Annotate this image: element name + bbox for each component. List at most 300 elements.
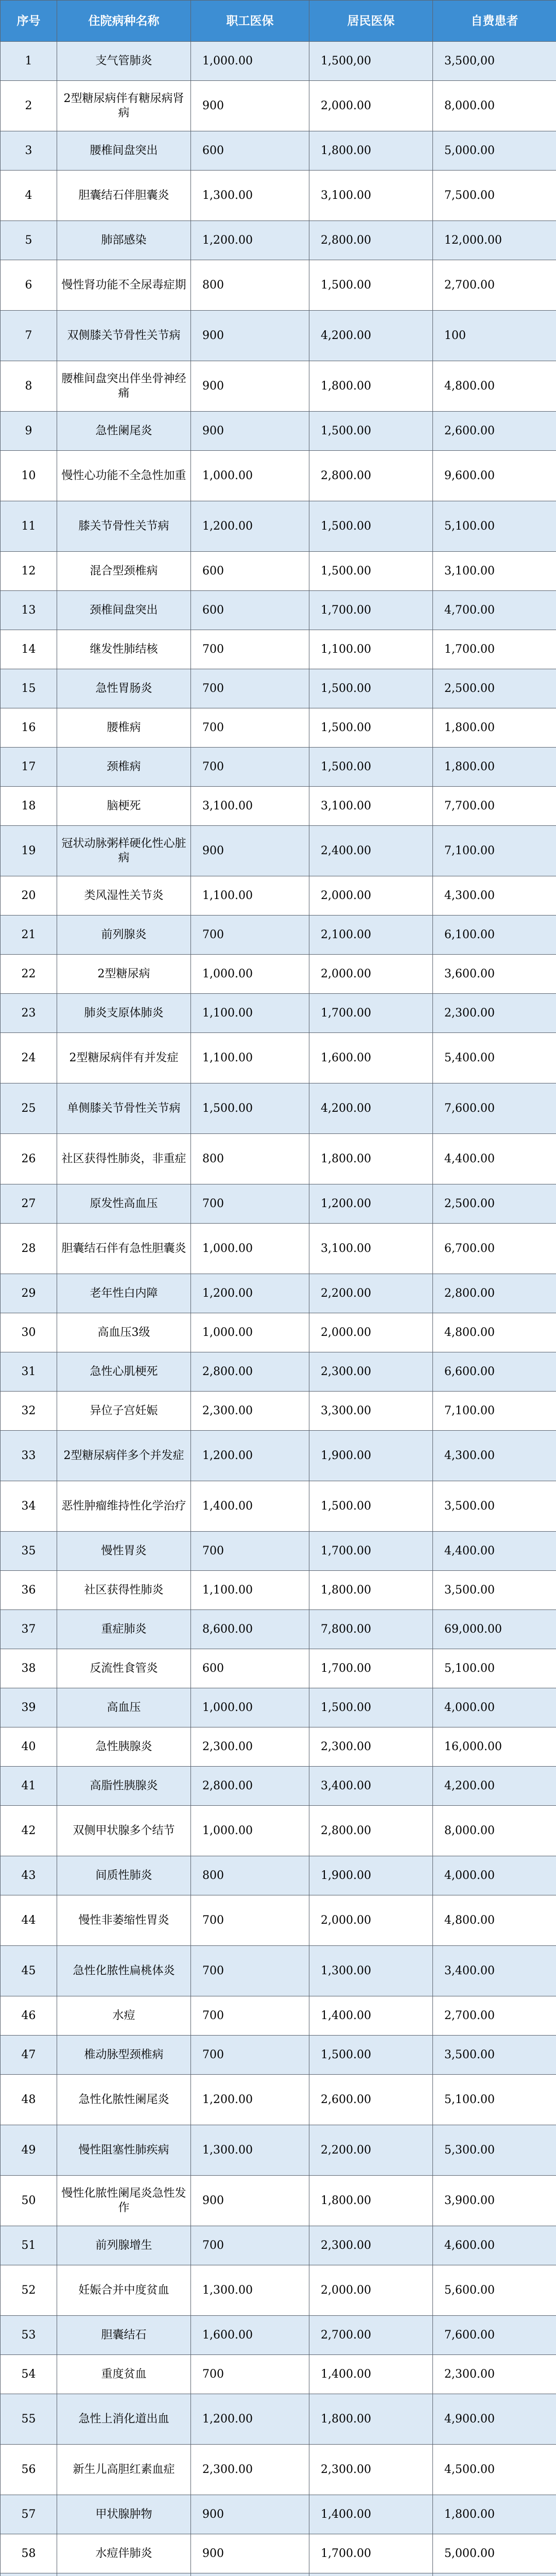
resident-insurance-fee: 1,500.00 [309, 552, 433, 591]
disease-name: 前列腺增生 [57, 2226, 191, 2265]
self-pay-fee: 4,300.00 [433, 1431, 556, 1481]
row-number: 38 [1, 1649, 57, 1688]
self-pay-fee: 8,000.00 [433, 1806, 556, 1856]
self-pay-fee: 3,900.00 [433, 2176, 556, 2226]
resident-insurance-fee: 1,900.00 [309, 1431, 433, 1481]
row-number: 40 [1, 1727, 57, 1767]
table-row [1, 1806, 556, 1856]
table-row [1, 1946, 556, 1996]
row-number: 1 [1, 42, 57, 81]
header-disease-name: 住院病种名称 [57, 1, 191, 42]
resident-insurance-fee: 3,100.00 [309, 1224, 433, 1274]
self-pay-fee: 2,700.00 [433, 260, 556, 311]
employee-insurance-fee: 700 [191, 1996, 309, 2036]
table-row [1, 552, 556, 591]
table-row [1, 994, 556, 1033]
table-row [1, 2573, 556, 2576]
employee-insurance-fee: 900 [191, 2534, 309, 2573]
employee-insurance-fee: 1,200.00 [191, 2075, 309, 2125]
disease-name: 2型糖尿病 [57, 955, 191, 994]
self-pay-fee: 2,700.00 [433, 1996, 556, 2036]
resident-insurance-fee: 1,100.00 [309, 630, 433, 669]
disease-name: 双侧膝关节骨性关节病 [57, 311, 191, 361]
row-number: 18 [1, 787, 57, 826]
table-row [1, 669, 556, 708]
table-row [1, 1688, 556, 1727]
self-pay-fee: 4,800.00 [433, 1895, 556, 1946]
table-row [1, 361, 556, 412]
employee-insurance-fee: 700 [191, 916, 309, 955]
table-row [1, 221, 556, 260]
self-pay-fee: 5,100.00 [433, 2075, 556, 2125]
resident-insurance-fee: 1,500,00 [309, 42, 433, 81]
disease-name: 椎动脉型颈椎病 [57, 2036, 191, 2075]
resident-insurance-fee: 1,600.00 [309, 1033, 433, 1083]
disease-name: 急性化脓性阑尾炎 [57, 2075, 191, 2125]
employee-insurance-fee: 1,200.00 [191, 2394, 309, 2445]
disease-name: 继发性肺结核 [57, 630, 191, 669]
self-pay-fee: 1,800.00 [433, 748, 556, 787]
disease-name: 重度贫血 [57, 2355, 191, 2394]
table-row [1, 1895, 556, 1946]
resident-insurance-fee: 1,400.00 [309, 2495, 433, 2534]
employee-insurance-fee: 1,000.00 [191, 1806, 309, 1856]
disease-name: 2型糖尿病伴有糖尿病肾病 [57, 81, 191, 131]
self-pay-fee: 4,000.00 [433, 1856, 556, 1895]
employee-insurance-fee: 900 [191, 2495, 309, 2534]
resident-insurance-fee: 2,200.00 [309, 2125, 433, 2176]
row-number: 2 [1, 81, 57, 131]
table-row [1, 311, 556, 361]
row-number: 8 [1, 361, 57, 412]
resident-insurance-fee: 4,200.00 [309, 311, 433, 361]
employee-insurance-fee: 700 [191, 1946, 309, 1996]
self-pay-fee: 7,500.00 [433, 171, 556, 221]
row-number: 23 [1, 994, 57, 1033]
employee-insurance-fee: 700 [191, 708, 309, 748]
disease-name: 急性化脓性扁桃体炎 [57, 1946, 191, 1996]
row-number: 57 [1, 2495, 57, 2534]
row-number: 35 [1, 1532, 57, 1571]
resident-insurance-fee: 2,000.00 [309, 81, 433, 131]
row-number: 49 [1, 2125, 57, 2176]
self-pay-fee: 4,700.00 [433, 591, 556, 630]
table-row [1, 1083, 556, 1134]
self-pay-fee: 6,600.00 [433, 1352, 556, 1392]
self-pay-fee: 2,600.00 [433, 412, 556, 451]
self-pay-fee [433, 2573, 556, 2576]
resident-insurance-fee: 2,800.00 [309, 451, 433, 501]
disease-name: 恶性肿瘤维持性化学治疗 [57, 1481, 191, 1532]
self-pay-fee: 4,400.00 [433, 1134, 556, 1184]
row-number: 39 [1, 1688, 57, 1727]
self-pay-fee: 7,100.00 [433, 1392, 556, 1431]
header-no: 序号 [1, 1, 57, 42]
resident-insurance-fee: 2,000.00 [309, 2265, 433, 2316]
table-row [1, 1224, 556, 1274]
self-pay-fee: 9,600.00 [433, 451, 556, 501]
employee-insurance-fee: 1,100.00 [191, 876, 309, 916]
disease-name: 类风湿性关节炎 [57, 876, 191, 916]
row-number: 20 [1, 876, 57, 916]
employee-insurance-fee: 1,100.00 [191, 994, 309, 1033]
self-pay-fee: 12,000.00 [433, 221, 556, 260]
disease-name: 社区获得性肺炎 [57, 1571, 191, 1610]
disease-name: 社区获得性肺炎，非重症 [57, 1134, 191, 1184]
employee-insurance-fee [191, 2573, 309, 2576]
self-pay-fee: 3,500.00 [433, 1481, 556, 1532]
table-row [1, 1313, 556, 1352]
row-number: 19 [1, 826, 57, 876]
row-number: 31 [1, 1352, 57, 1392]
row-number [1, 2573, 57, 2576]
resident-insurance-fee: 1,900.00 [309, 1856, 433, 1895]
resident-insurance-fee: 1,800.00 [309, 1134, 433, 1184]
row-number: 32 [1, 1392, 57, 1431]
employee-insurance-fee: 600 [191, 131, 309, 171]
row-number: 16 [1, 708, 57, 748]
table-row [1, 260, 556, 311]
employee-insurance-fee: 8,600.00 [191, 1610, 309, 1649]
resident-insurance-fee: 1,500.00 [309, 501, 433, 552]
row-number: 9 [1, 412, 57, 451]
resident-insurance-fee: 1,700.00 [309, 1649, 433, 1688]
employee-insurance-fee: 2,300.00 [191, 1727, 309, 1767]
employee-insurance-fee: 900 [191, 826, 309, 876]
disease-name: 支气管肺炎 [57, 42, 191, 81]
resident-insurance-fee: 7,800.00 [309, 1610, 433, 1649]
resident-insurance-fee: 2,400.00 [309, 826, 433, 876]
table-row [1, 131, 556, 171]
table-row [1, 412, 556, 451]
row-number: 52 [1, 2265, 57, 2316]
table-row [1, 501, 556, 552]
resident-insurance-fee: 3,300.00 [309, 1392, 433, 1431]
self-pay-fee: 7,100.00 [433, 826, 556, 876]
self-pay-fee: 69,000.00 [433, 1610, 556, 1649]
employee-insurance-fee: 700 [191, 1895, 309, 1946]
disease-name: 单侧膝关节骨性关节病 [57, 1083, 191, 1134]
employee-insurance-fee: 900 [191, 311, 309, 361]
row-number: 50 [1, 2176, 57, 2226]
disease-name: 水痘 [57, 1996, 191, 2036]
resident-insurance-fee [309, 2573, 433, 2576]
self-pay-fee: 2,500.00 [433, 1184, 556, 1224]
resident-insurance-fee: 1,400.00 [309, 2355, 433, 2394]
self-pay-fee: 5,000.00 [433, 131, 556, 171]
employee-insurance-fee: 700 [191, 2036, 309, 2075]
resident-insurance-fee: 2,700.00 [309, 2316, 433, 2355]
disease-name: 慢性心功能不全急性加重 [57, 451, 191, 501]
disease-name: 高血压 [57, 1688, 191, 1727]
resident-insurance-fee: 1,500.00 [309, 2036, 433, 2075]
row-number: 3 [1, 131, 57, 171]
table-row [1, 42, 556, 81]
disease-name: 前列腺炎 [57, 916, 191, 955]
row-number: 12 [1, 552, 57, 591]
disease-name: 胆囊结石伴有急性胆囊炎 [57, 1224, 191, 1274]
employee-insurance-fee: 1,200.00 [191, 501, 309, 552]
table-row [1, 2075, 556, 2125]
self-pay-fee: 3,600.00 [433, 955, 556, 994]
self-pay-fee: 4,300.00 [433, 876, 556, 916]
table-row [1, 2534, 556, 2573]
row-number: 26 [1, 1134, 57, 1184]
table-row [1, 1571, 556, 1610]
row-number: 41 [1, 1767, 57, 1806]
table-row [1, 876, 556, 916]
resident-insurance-fee: 2,600.00 [309, 2075, 433, 2125]
table-row [1, 1392, 556, 1431]
row-number: 36 [1, 1571, 57, 1610]
employee-insurance-fee: 900 [191, 81, 309, 131]
table-row [1, 2176, 556, 2226]
disease-name: 甲状腺肿物 [57, 2495, 191, 2534]
table-row [1, 1856, 556, 1895]
row-number: 25 [1, 1083, 57, 1134]
self-pay-fee: 16,000.00 [433, 1727, 556, 1767]
disease-name: 颈椎病 [57, 748, 191, 787]
employee-insurance-fee: 2,300.00 [191, 1392, 309, 1431]
disease-name: 肺炎支原体肺炎 [57, 994, 191, 1033]
row-number: 15 [1, 669, 57, 708]
disease-name: 水痘伴肺炎 [57, 2534, 191, 2573]
employee-insurance-fee: 900 [191, 2176, 309, 2226]
resident-insurance-fee: 1,400.00 [309, 1996, 433, 2036]
header-self-pay: 自费患者 [433, 1, 556, 42]
employee-insurance-fee: 1,000.00 [191, 42, 309, 81]
table-row [1, 81, 556, 131]
row-number: 56 [1, 2445, 57, 2495]
table-row [1, 2036, 556, 2075]
employee-insurance-fee: 700 [191, 1184, 309, 1224]
disease-name: 2型糖尿病伴多个并发症 [57, 1431, 191, 1481]
table-row [1, 2394, 556, 2445]
disease-name: 慢性化脓性阑尾炎急性发作 [57, 2176, 191, 2226]
employee-insurance-fee: 1,000.00 [191, 955, 309, 994]
disease-name: 腰椎间盘突出伴坐骨神经痛 [57, 361, 191, 412]
row-number: 54 [1, 2355, 57, 2394]
self-pay-fee: 3,500,00 [433, 42, 556, 81]
employee-insurance-fee: 1,600.00 [191, 2316, 309, 2355]
self-pay-fee: 1,800.00 [433, 2495, 556, 2534]
row-number: 51 [1, 2226, 57, 2265]
self-pay-fee: 2,800.00 [433, 1274, 556, 1313]
resident-insurance-fee: 1,700.00 [309, 591, 433, 630]
disease-name: 急性阑尾炎 [57, 412, 191, 451]
table-row [1, 1274, 556, 1313]
employee-insurance-fee: 1,300.00 [191, 171, 309, 221]
table-row [1, 708, 556, 748]
resident-insurance-fee: 2,000.00 [309, 1313, 433, 1352]
resident-insurance-fee: 1,500.00 [309, 708, 433, 748]
table-row [1, 1033, 556, 1083]
self-pay-fee: 4,800.00 [433, 361, 556, 412]
resident-insurance-fee: 2,000.00 [309, 955, 433, 994]
row-number: 46 [1, 1996, 57, 2036]
employee-insurance-fee: 1,300.00 [191, 2265, 309, 2316]
disease-name: 颈椎间盘突出 [57, 591, 191, 630]
self-pay-fee: 5,100.00 [433, 501, 556, 552]
row-number: 58 [1, 2534, 57, 2573]
resident-insurance-fee: 2,000.00 [309, 876, 433, 916]
disease-name: 反流性食管炎 [57, 1649, 191, 1688]
disease-name: 急性上消化道出血 [57, 2394, 191, 2445]
row-number: 44 [1, 1895, 57, 1946]
row-number: 13 [1, 591, 57, 630]
resident-insurance-fee: 1,800.00 [309, 2176, 433, 2226]
employee-insurance-fee: 600 [191, 591, 309, 630]
disease-name: 新生儿高胆红素血症 [57, 2445, 191, 2495]
table-row [1, 1996, 556, 2036]
disease-name: 冠状动脉粥样硬化性心脏病 [57, 826, 191, 876]
resident-insurance-fee: 3,400.00 [309, 1767, 433, 1806]
disease-name [57, 2573, 191, 2576]
disease-name: 混合型颈椎病 [57, 552, 191, 591]
resident-insurance-fee: 1,300.00 [309, 1946, 433, 1996]
resident-insurance-fee: 2,300.00 [309, 2226, 433, 2265]
disease-name: 慢性肾功能不全尿毒症期 [57, 260, 191, 311]
disease-name: 腰椎间盘突出 [57, 131, 191, 171]
table-row [1, 1352, 556, 1392]
table-row [1, 1481, 556, 1532]
disease-name: 膝关节骨性关节病 [57, 501, 191, 552]
resident-insurance-fee: 2,200.00 [309, 1274, 433, 1313]
resident-insurance-fee: 1,500.00 [309, 1481, 433, 1532]
self-pay-fee: 4,800.00 [433, 1313, 556, 1352]
table-row [1, 2265, 556, 2316]
employee-insurance-fee: 1,400.00 [191, 1481, 309, 1532]
row-number: 6 [1, 260, 57, 311]
employee-insurance-fee: 800 [191, 260, 309, 311]
self-pay-fee: 4,000.00 [433, 1688, 556, 1727]
row-number: 28 [1, 1224, 57, 1274]
self-pay-fee: 5,300.00 [433, 2125, 556, 2176]
self-pay-fee: 2,300.00 [433, 2355, 556, 2394]
employee-insurance-fee: 600 [191, 552, 309, 591]
header-resident-insurance: 居民医保 [309, 1, 433, 42]
resident-insurance-fee: 2,300.00 [309, 1727, 433, 1767]
employee-insurance-fee: 1,500.00 [191, 1083, 309, 1134]
table-row [1, 1727, 556, 1767]
employee-insurance-fee: 900 [191, 412, 309, 451]
resident-insurance-fee: 1,800.00 [309, 361, 433, 412]
resident-insurance-fee: 1,800.00 [309, 131, 433, 171]
row-number: 30 [1, 1313, 57, 1352]
table-row [1, 955, 556, 994]
resident-insurance-fee: 2,300.00 [309, 2445, 433, 2495]
self-pay-fee: 1,700.00 [433, 630, 556, 669]
row-number: 42 [1, 1806, 57, 1856]
table-row [1, 1767, 556, 1806]
table-row [1, 1532, 556, 1571]
resident-insurance-fee: 1,700.00 [309, 1532, 433, 1571]
self-pay-fee: 4,200.00 [433, 1767, 556, 1806]
employee-insurance-fee: 700 [191, 1532, 309, 1571]
self-pay-fee: 3,400.00 [433, 1946, 556, 1996]
self-pay-fee: 4,900.00 [433, 2394, 556, 2445]
row-number: 53 [1, 2316, 57, 2355]
row-number: 22 [1, 955, 57, 994]
resident-insurance-fee: 2,000.00 [309, 1895, 433, 1946]
row-number: 34 [1, 1481, 57, 1532]
row-number: 45 [1, 1946, 57, 1996]
resident-insurance-fee: 4,200.00 [309, 1083, 433, 1134]
self-pay-fee: 5,600.00 [433, 2265, 556, 2316]
row-number: 55 [1, 2394, 57, 2445]
row-number: 7 [1, 311, 57, 361]
employee-insurance-fee: 800 [191, 1134, 309, 1184]
self-pay-fee: 100 [433, 311, 556, 361]
employee-insurance-fee: 2,800.00 [191, 1352, 309, 1392]
employee-insurance-fee: 1,200.00 [191, 1431, 309, 1481]
row-number: 37 [1, 1610, 57, 1649]
row-number: 47 [1, 2036, 57, 2075]
resident-insurance-fee: 1,500.00 [309, 412, 433, 451]
disease-name: 慢性胃炎 [57, 1532, 191, 1571]
resident-insurance-fee: 1,700.00 [309, 994, 433, 1033]
employee-insurance-fee: 1,200.00 [191, 1274, 309, 1313]
table-row [1, 591, 556, 630]
employee-insurance-fee: 2,800.00 [191, 1767, 309, 1806]
disease-name: 肺部感染 [57, 221, 191, 260]
row-number: 48 [1, 2075, 57, 2125]
row-number: 43 [1, 1856, 57, 1895]
employee-insurance-fee: 600 [191, 1649, 309, 1688]
table-header-row [1, 1, 556, 42]
row-number: 10 [1, 451, 57, 501]
employee-insurance-fee: 1,000.00 [191, 451, 309, 501]
self-pay-fee: 5,400.00 [433, 1033, 556, 1083]
self-pay-fee: 4,500.00 [433, 2445, 556, 2495]
resident-insurance-fee: 1,500.00 [309, 669, 433, 708]
employee-insurance-fee: 1,000.00 [191, 1313, 309, 1352]
resident-insurance-fee: 1,700.00 [309, 2534, 433, 2573]
table-row [1, 2316, 556, 2355]
self-pay-fee: 3,500.00 [433, 1571, 556, 1610]
row-number: 21 [1, 916, 57, 955]
row-number: 24 [1, 1033, 57, 1083]
disease-name: 间质性肺炎 [57, 1856, 191, 1895]
table-row [1, 1649, 556, 1688]
row-number: 14 [1, 630, 57, 669]
employee-insurance-fee: 700 [191, 669, 309, 708]
table-row [1, 171, 556, 221]
table-row [1, 451, 556, 501]
resident-insurance-fee: 1,800.00 [309, 2394, 433, 2445]
disease-name: 腰椎病 [57, 708, 191, 748]
employee-insurance-fee: 1,000.00 [191, 1224, 309, 1274]
self-pay-fee: 2,300.00 [433, 994, 556, 1033]
row-number: 11 [1, 501, 57, 552]
row-number: 4 [1, 171, 57, 221]
self-pay-fee: 4,600.00 [433, 2226, 556, 2265]
employee-insurance-fee: 700 [191, 2226, 309, 2265]
employee-insurance-fee: 1,200.00 [191, 221, 309, 260]
table-row [1, 748, 556, 787]
self-pay-fee: 6,100.00 [433, 916, 556, 955]
row-number: 29 [1, 1274, 57, 1313]
self-pay-fee: 5,000.00 [433, 2534, 556, 2573]
disease-name: 脑梗死 [57, 787, 191, 826]
disease-name: 双侧甲状腺多个结节 [57, 1806, 191, 1856]
table-row [1, 1184, 556, 1224]
table-row [1, 630, 556, 669]
header-employee-insurance: 职工医保 [191, 1, 309, 42]
resident-insurance-fee: 2,100.00 [309, 916, 433, 955]
resident-insurance-fee: 1,500.00 [309, 748, 433, 787]
row-number: 17 [1, 748, 57, 787]
